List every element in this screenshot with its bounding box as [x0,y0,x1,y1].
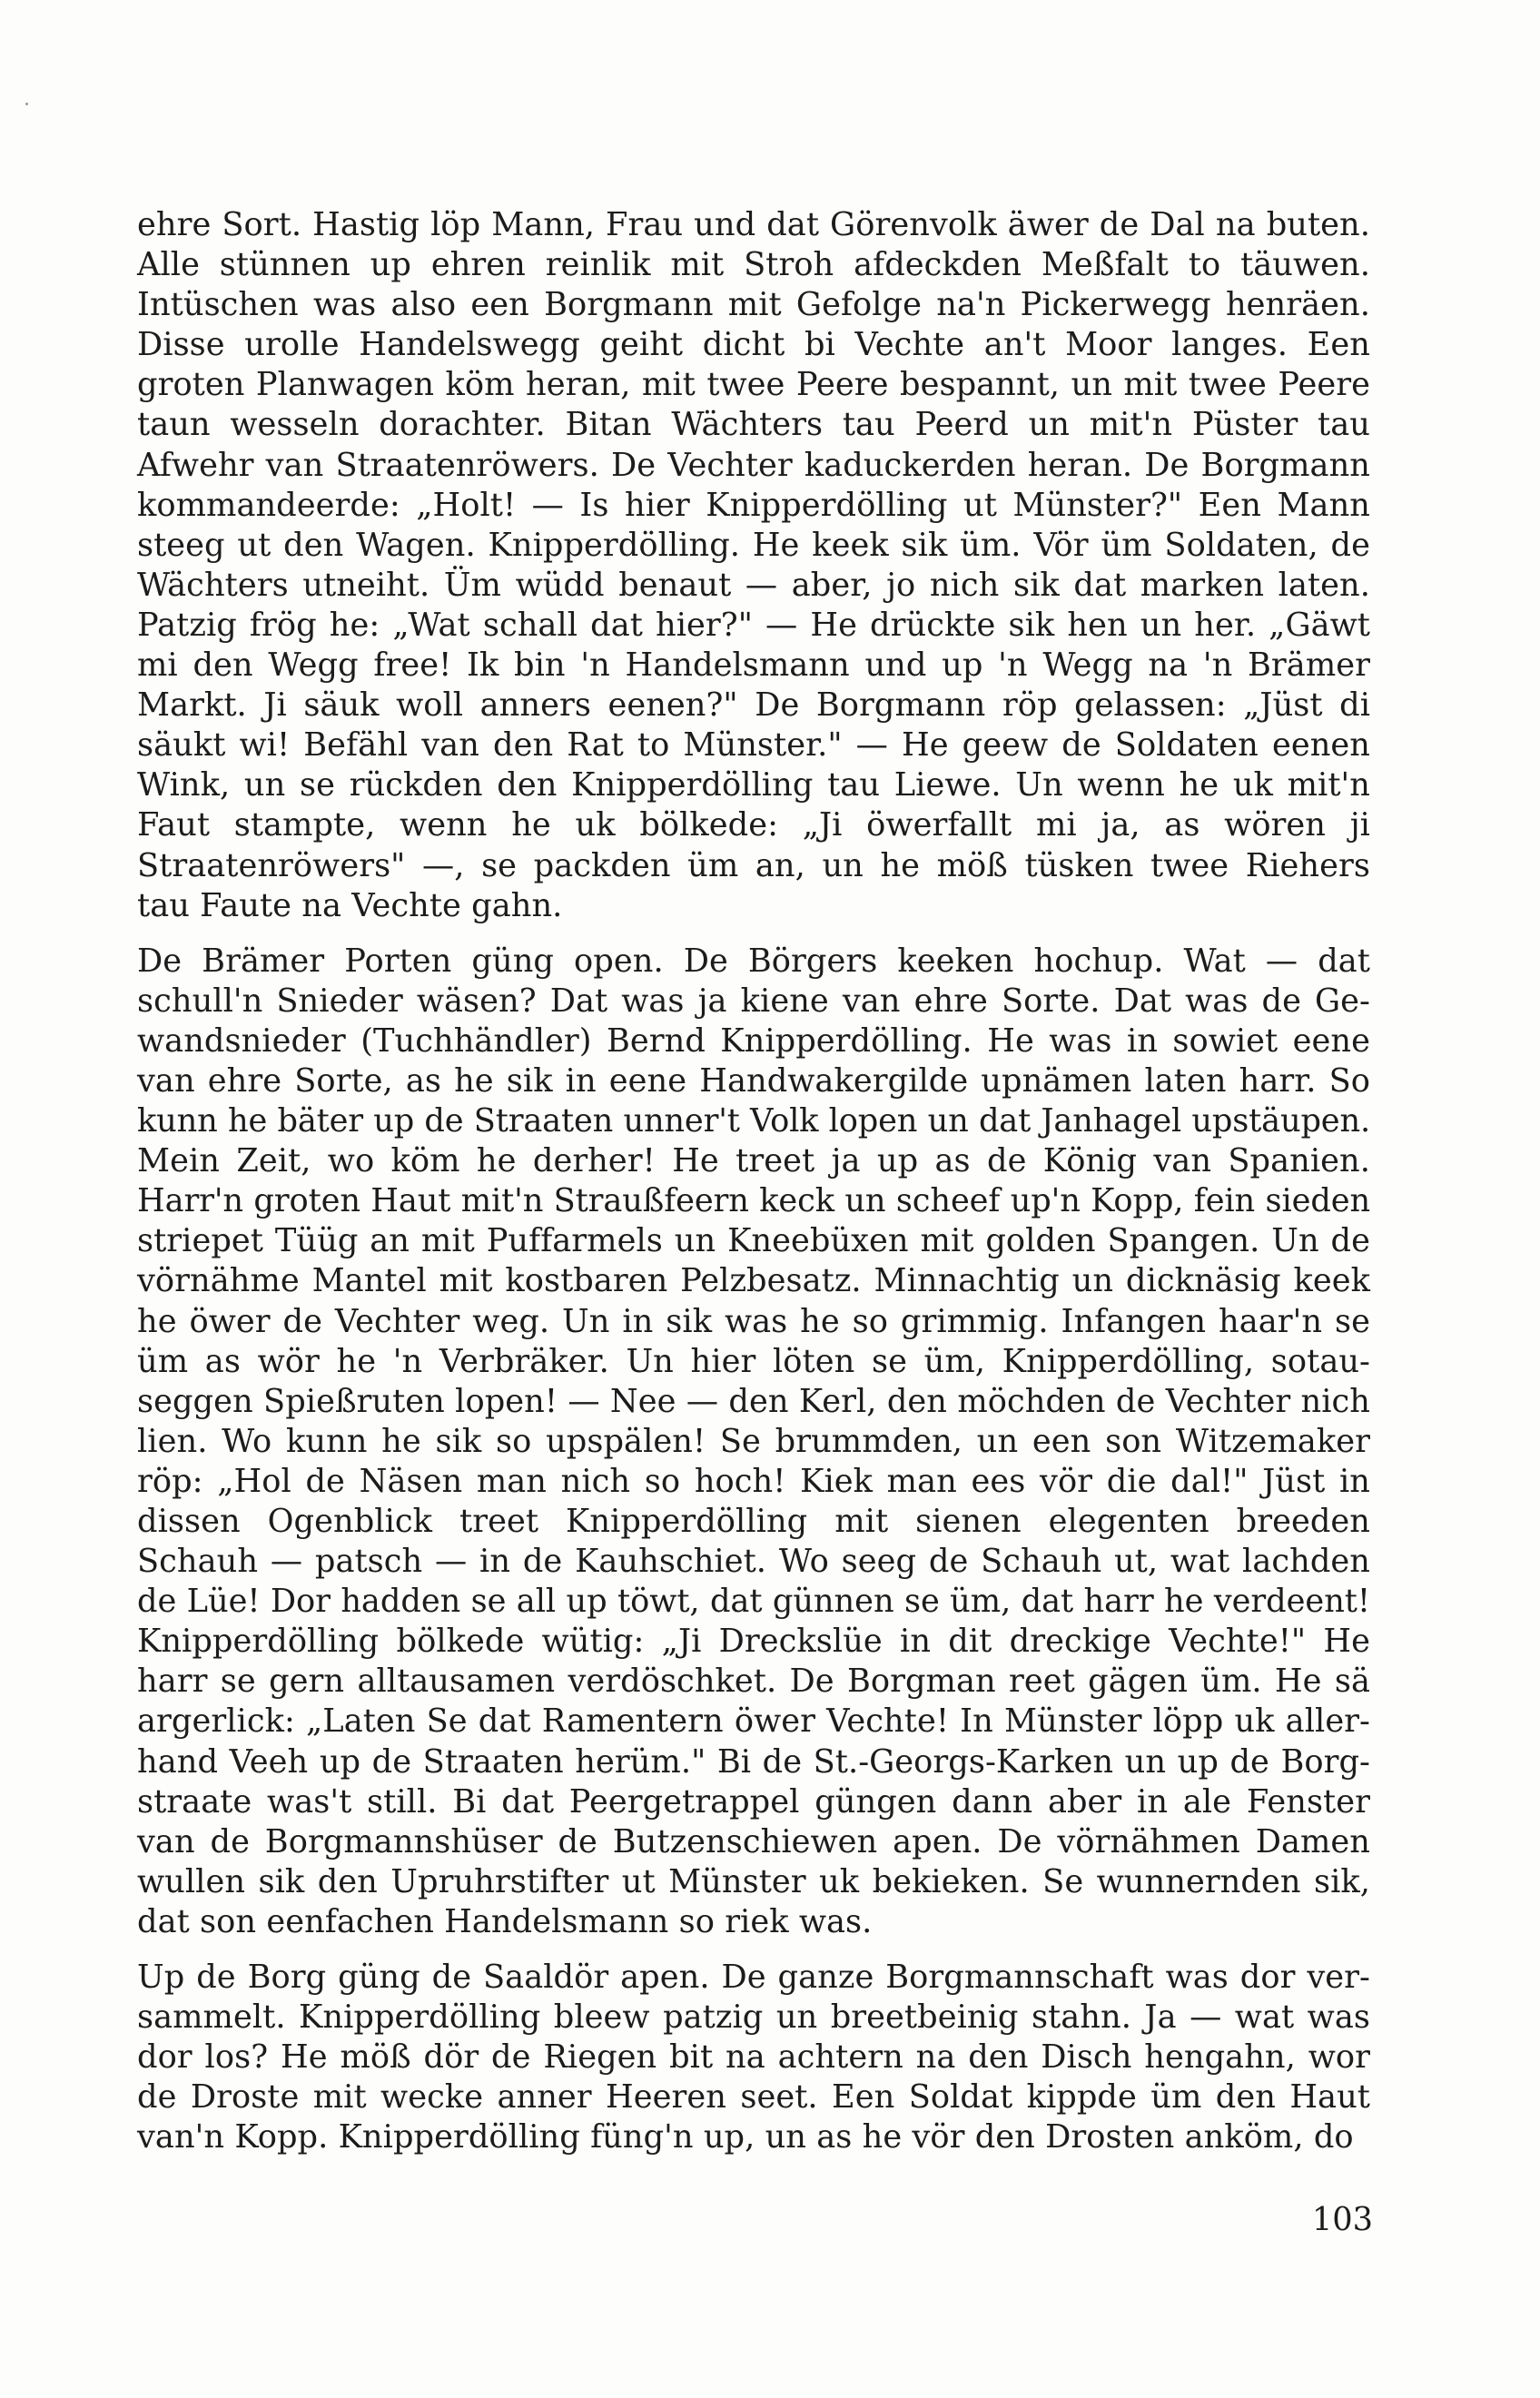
paragraph-gap [137,1942,1370,1958]
text-line: Faut stampte, wenn he uk bölkede: „Ji öwerfallt mi ja, as wören ji [137,806,1370,844]
text-line: kommandeerde: „Holt! — Is hier Knipperdölling ut Münster?" Een Mann [137,486,1370,524]
text-line: hand Veeh up de Straaten herüm." Bi de St.-Georgs-Karken un up de Borg- [137,1742,1370,1781]
paragraph-gap [137,926,1370,942]
text-line: tau Faute na Vechte gahn. [137,886,563,924]
text-line: he öwer de Vechter weg. Un in sik was he so grimmig. Infangen haar'n se [137,1302,1370,1340]
text-line: Intüschen was also een Borgmann mit Gefolge na'n Pickerwegg henräen. [137,286,1370,324]
text-line: Straatenröwers" —, se packden üm an, un he möß tüsken twee Riehers [137,846,1370,884]
text-line: schull'n Snieder wäsen? Dat was ja kiene van ehre Sorte. Dat was de Ge- [137,982,1370,1020]
text-line: seggen Spießruten lopen! — Nee — den Kerl, den möchden de Vechter nich [137,1382,1370,1420]
text-line: striepet Tüüg an mit Puffarmels un Kneebüxen mit golden Spangen. Un de [137,1222,1370,1260]
text-line: kunn he bäter up de Straaten unner't Volk lopen un dat Janhagel upstäupen. [137,1102,1370,1140]
text-line: ehre Sort. Hastig löp Mann, Frau und dat Görenvolk äwer de Dal na buten. [137,206,1370,243]
text-line: harr se gern alltausamen verdöschket. De Borgman reet gägen üm. He sä [137,1663,1370,1701]
text-line: lien. Wo kunn he sik so upspälen! Se brummden, un een son Witzemaker [137,1422,1370,1460]
scan-speck [25,103,28,105]
text-line: vörnähme Mantel mit kostbaren Pelzbesatz. Minnachtig un dicknäsig keek [137,1262,1370,1300]
text-line: groten Planwagen köm heran, mit twee Peere bespannt, un mit twee Peere [137,366,1370,404]
text-line: Markt. Ji säuk woll anners eenen?" De Borgmann röp gelassen: „Jüst di [137,686,1370,725]
text-line: de Lüe! Dor hadden se all up töwt, dat günnen se üm, dat harr he verdeent! [137,1583,1370,1621]
text-line: mi den Wegg free! Ik bin 'n Handelsmann und up 'n Wegg na 'n Brämer [137,646,1370,685]
text-line: Alle stünnen up ehren reinlik mit Stroh afdeckden Meßfalt to täuwen. [137,246,1370,284]
text-line: röp: „Hol de Näsen man nich so hoch! Kiek man ees vör die dal!" Jüst in [137,1462,1370,1500]
text-line: Wink, un se rückden den Knipperdölling tau Liewe. Un wenn he uk mit'n [137,766,1370,804]
text-line: steeg ut den Wagen. Knipperdölling. He keek sik üm. Vör üm Soldaten, de [137,526,1370,564]
text-line: van'n Kopp. Knipperdölling füng'n up, un as he vör den Drosten anköm, do [137,2118,1354,2156]
text-line: de Droste mit wecke anner Heeren seet. Een Soldat kippde üm den Haut [137,2078,1370,2117]
text-line: Schauh — patsch — in de Kauhschiet. Wo seeg de Schauh ut, wat lachden [137,1543,1370,1581]
text-line: Wächters utneiht. Üm wüdd benaut — aber, jo nich sik dat marken laten. [137,566,1370,604]
text-line: wullen sik den Upruhrstifter ut Münster uk bekieken. Se wunnernden sik, [137,1862,1370,1900]
text-line: Patzig frög he: „Wat schall dat hier?" — He drückte sik hen un her. „Gäwt [137,606,1370,644]
text-line: van de Borgmannshüser de Butzenschiewen apen. De vörnähmen Damen [137,1822,1370,1860]
page-number: 103 [1311,2201,1373,2238]
text-line: dor los? He möß dör de Riegen bit na achtern na den Disch hengahn, wor [137,2038,1370,2077]
text-line: Harr'n groten Haut mit'n Straußfeern keck un scheef up'n Kopp, fein sieden [137,1182,1370,1220]
text-line: Mein Zeit, wo köm he derher! He treet ja up as de König van Spanien. [137,1142,1370,1180]
text-line: van ehre Sorte, as he sik in eene Handwakergilde upnämen laten harr. So [137,1061,1370,1100]
text-line: Afwehr van Straatenröwers. De Vechter kaduckerden heran. De Borgmann [137,446,1370,484]
body-text [137,205,1370,2158]
text-line: Up de Borg güng de Saaldör apen. De ganze Borgmannschaft was dor ver- [137,1959,1370,1997]
text-line: sammelt. Knipperdölling bleew patzig un breetbeinig stahn. Ja — wat was [137,1998,1370,2037]
text-line: straate was't still. Bi dat Peergetrappel güngen dann aber in ale Fenster [137,1782,1370,1821]
text-line: säukt wi! Befähl van den Rat to Münster." — He geew de Soldaten eenen [137,726,1370,765]
paragraph-3 [137,1958,1370,2157]
text-line: argerlick: „Laten Se dat Ramentern öwer Vechte! In Münster löpp uk aller- [137,1702,1370,1741]
text-line: De Brämer Porten güng open. De Börgers keeken hochup. Wat — dat [137,942,1370,980]
text-line: Disse urolle Handelswegg geiht dicht bi Vechte an't Moor langes. Een [137,326,1370,364]
text-line: taun wesseln dorachter. Bitan Wächters tau Peerd un mit'n Püster tau [137,406,1370,444]
paragraph-2 [137,942,1370,1942]
paragraph-1 [137,205,1370,926]
text-line: wandsnieder (Tuchhändler) Bernd Knipperdölling. He was in sowiet eene [137,1021,1370,1060]
text-line: üm as wör he 'n Verbräker. Un hier löten se üm, Knipperdölling, sotau- [137,1342,1370,1380]
text-line: dat son eenfachen Handelsmann so riek was. [137,1902,873,1940]
text-line: Knipperdölling bölkede wütig: „Ji Dreckslüe in dit dreckige Vechte!" He [137,1623,1370,1661]
text-line: dissen Ogenblick treet Knipperdölling mit sienen elegenten breeden [137,1503,1370,1540]
